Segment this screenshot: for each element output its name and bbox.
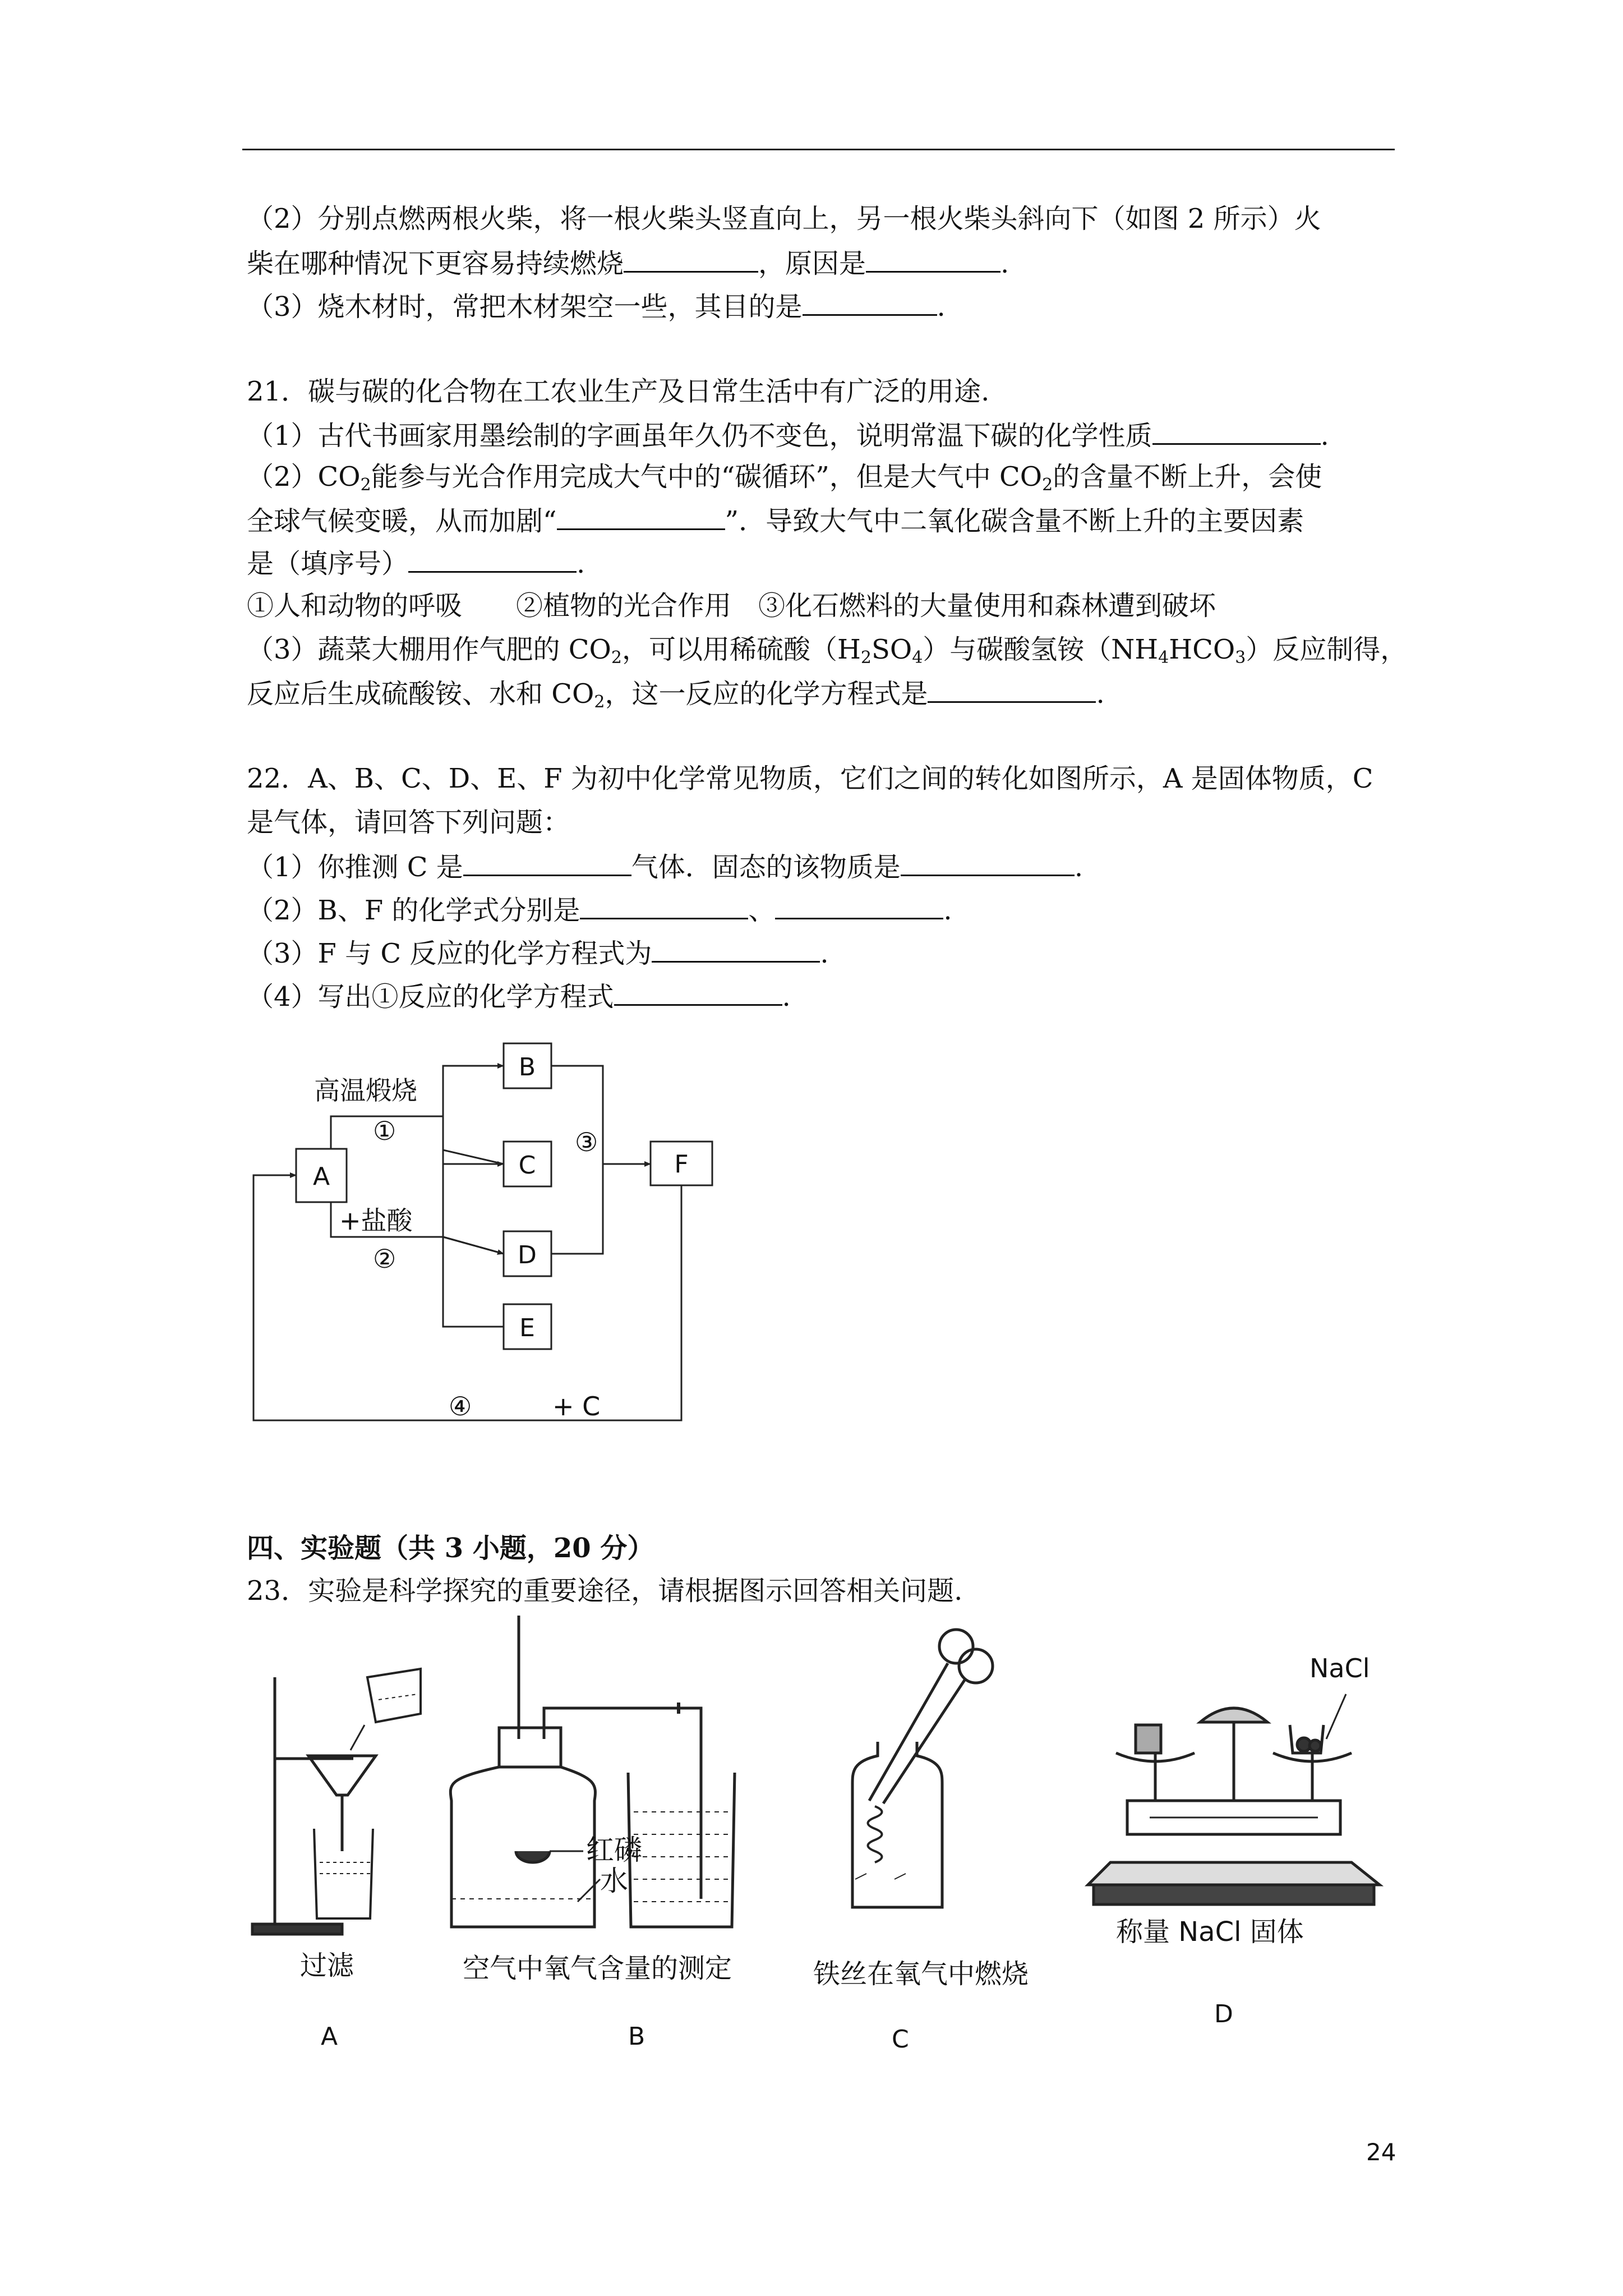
node-a-label: A <box>312 1162 330 1191</box>
node-b-label: B <box>518 1053 536 1082</box>
node-d-label: D <box>518 1241 537 1269</box>
q21-part2-line3: 是（填序号） . <box>247 545 585 581</box>
q22-part4: （4）写出①反应的化学方程式 . <box>247 978 791 1014</box>
answer-blank[interactable] <box>866 245 1000 273</box>
q21-part2-line1: $(2)CO_2$能参与光合作用完成大气中的“碳循环”，但是大气中 $CO_2$的含量不断上升，会使 <box>247 461 1322 495</box>
q22-part3: （3）F 与 C 反应的化学方程式为 . <box>247 935 829 970</box>
answer-blank[interactable] <box>901 849 1075 876</box>
answer-blank[interactable] <box>803 288 937 316</box>
label-step-4: ④ <box>449 1391 472 1421</box>
section-heading: 四、实验题（共 3 小题，20 分） <box>247 1533 654 1564</box>
answer-blank[interactable] <box>1152 417 1321 445</box>
answer-blank[interactable] <box>408 545 577 573</box>
label-high-temp-calcine: 高温煅烧 <box>314 1075 417 1106</box>
figure-d-letter: D <box>1214 2000 1233 2028</box>
answer-blank[interactable] <box>580 892 748 919</box>
figure-a-filtration <box>252 1669 421 1934</box>
q21-part1: （1）古代书画家用墨绘制的字画虽年久仍不变色，说明常温下碳的化学性质 . <box>247 417 1329 453</box>
node-f-label: F <box>674 1150 689 1179</box>
page-number: 24 <box>1366 2138 1396 2166</box>
node-e-label: E <box>519 1314 535 1342</box>
figure-c-letter: C <box>892 2025 909 2053</box>
answer-blank[interactable] <box>775 892 943 919</box>
answer-blank[interactable] <box>614 978 782 1006</box>
label-red-phosphorus: 红磷 <box>586 1834 642 1866</box>
figure-b-oxygen-measurement <box>450 1616 735 1927</box>
label-step-2: ② <box>373 1244 396 1274</box>
figure-d-caption: 称量 NaCl 固体 <box>1116 1916 1304 1948</box>
q22-flow-diagram <box>236 1021 740 1436</box>
q21-part2-line2: 全球气候变暖，从而加剧“ ”．导致大气中二氧化碳含量不断上升的主要因素 <box>247 503 1304 538</box>
label-water: 水 <box>600 1865 628 1897</box>
figure-d-balance <box>1088 1694 1380 1904</box>
q22-stem-line2: 是气体，请回答下列问题： <box>247 807 570 838</box>
label-step-3: ③ <box>575 1127 598 1157</box>
label-step-1: ① <box>373 1116 396 1146</box>
figure-b-caption: 空气中氧气含量的测定 <box>463 1953 732 1984</box>
q22-part2: （2）B、F 的化学式分别是 、 . <box>247 892 952 927</box>
q23-experiment-figures <box>236 1616 1413 2053</box>
answer-blank[interactable] <box>624 245 758 273</box>
figure-c-caption: 铁丝在氧气中燃烧 <box>813 1958 1029 1990</box>
figure-c-iron-burning <box>852 1630 993 1907</box>
q21-part3-line1: （3）蔬菜大棚用作气肥的 $CO_2$，可以用稀硫酸$(H_2SO_4)$与碳酸氢铵$(NH_4HCO_3)$反应制得， <box>247 634 1408 668</box>
figure-a-caption: 过滤 <box>300 1950 354 1981</box>
label-plus-c: + C <box>552 1391 601 1421</box>
q22-stem-line1: 22．A、B、C、D、E、F 为初中化学常见物质，它们之间的转化如图所示，A 是固体物质，C <box>247 763 1373 794</box>
q20-part2-line2: 柴在哪种情况下更容易持续燃烧 ，原因是 . <box>247 245 1009 280</box>
q22-part1: （1）你推测 C 是 气体．固态的该物质是 . <box>247 849 1083 884</box>
answer-blank[interactable] <box>557 503 725 530</box>
figure-a-letter: A <box>321 2022 338 2051</box>
q21-stem: 21．碳与碳的化合物在工农业生产及日常生活中有广泛的用途. <box>247 376 990 407</box>
figure-b-letter: B <box>628 2022 645 2051</box>
q23-stem: 23．实验是科学探究的重要途径，请根据图示回答相关问题. <box>247 1575 963 1607</box>
q21-part3-line2: 反应后生成硫酸铵、水和 $CO_2$，这一反应的化学方程式是 . <box>247 675 1105 711</box>
label-nacl: NaCl <box>1310 1653 1370 1683</box>
answer-blank[interactable] <box>463 849 631 876</box>
q20-part3: （3）烧木材时，常把木材架空一些，其目的是 . <box>247 288 946 324</box>
node-c-label: C <box>518 1151 536 1180</box>
header-rule <box>242 149 1395 150</box>
answer-blank[interactable] <box>652 935 820 963</box>
q20-part2-line1: （2）分别点燃两根火柴，将一根火柴头竖直向上，另一根火柴头斜向下（如图 2 所示）火 <box>247 203 1321 234</box>
label-plus-hcl: +盐酸 <box>339 1205 413 1236</box>
answer-blank[interactable] <box>928 675 1096 703</box>
q21-options: ①人和动物的呼吸 ②植物的光合作用 ③化石燃料的大量使用和森林遭到破坏 <box>247 590 1216 622</box>
